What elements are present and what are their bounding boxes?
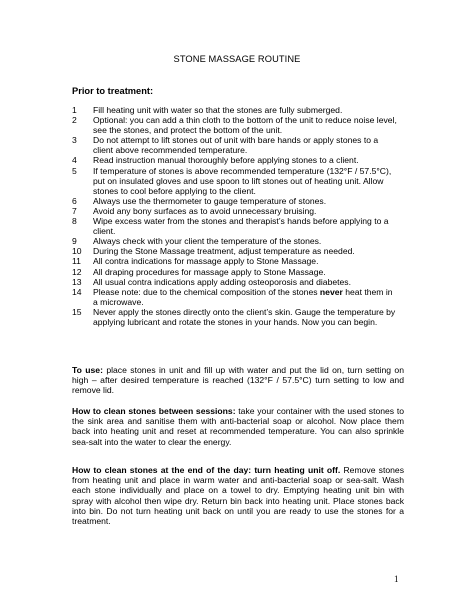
list-item [72, 105, 397, 115]
item-text: All draping procedures for massage apply to Stone Massage. [93, 266, 326, 277]
list-item [72, 256, 397, 266]
item-text: Avoid any bony surfaces as to avoid unnecessary bruising. [93, 205, 317, 216]
to-use-text: place stones in unit and fill up with water and put the lid on, turn setting on high – after desired temperature is reached (132°F / 57.5°C) turn setting to low and remove lid. [72, 365, 404, 396]
item-number: 7 [72, 205, 77, 216]
list-item [72, 236, 397, 246]
item-text: Fill heating unit with water so that the stones are fully submerged. [93, 105, 343, 115]
instruction-list [72, 105, 397, 327]
item-text: Do not attempt to lift stones out of unit with bare hands or apply stones to a client above recommended temperature. [93, 135, 379, 156]
item-text: Read instruction manual thoroughly before applying stones to a client. [93, 155, 359, 166]
to-use-label: To use: [72, 365, 103, 375]
end-of-day-label: How to clean stones at the end of the day: turn heating unit off. [72, 465, 341, 475]
end-of-day-paragraph [72, 465, 404, 526]
list-item [72, 277, 397, 287]
between-sessions-paragraph [72, 406, 404, 447]
item-text: Never apply the stones directly onto the client’s skin. Gauge the temperature by applying lubricant and rotate the stones in your hands. Now you can begin. [93, 306, 396, 327]
list-item [72, 196, 397, 206]
item-number: 8 [72, 216, 77, 227]
list-item [72, 216, 397, 236]
item-number: 13 [72, 276, 82, 287]
item-text: During the Stone Massage treatment, adjust temperature as needed. [93, 246, 355, 257]
item-number: 10 [72, 246, 82, 257]
item-text: All contra indications for massage apply to Stone Massage. [93, 256, 319, 267]
item-number: 1 [72, 105, 77, 115]
list-item [72, 246, 397, 256]
list-item [72, 115, 397, 135]
list-item [72, 166, 397, 196]
item-number: 14 [72, 286, 82, 297]
item-number: 4 [72, 155, 77, 166]
item-number: 6 [72, 195, 77, 206]
item-text-part: heat them in a microwave. [93, 286, 393, 307]
prior-to-treatment-heading: Prior to treatment: [72, 86, 154, 96]
item-number: 12 [72, 266, 82, 277]
item-number: 5 [72, 165, 77, 176]
item-text: All usual contra indications apply adding osteoporosis and diabetes. [93, 276, 351, 287]
list-item [72, 206, 397, 216]
between-sessions-label: How to clean stones between sessions: [72, 406, 236, 416]
item-text-part: Please note: due to the chemical composition of the stones [93, 286, 320, 297]
item-number: 3 [72, 135, 77, 146]
item-number: 9 [72, 236, 77, 247]
item-number: 2 [72, 115, 77, 126]
item-text: Optional: you can add a thin cloth to the bottom of the unit to reduce noise level, see the stones, and protect the bottom of the unit. [93, 115, 397, 136]
item-text: If temperature of stones is above recommended temperature (132°F / 57.5°C), put on insulated gloves and use spoon to lift stones out of heating unit. Allow stones to cool before applying to the client. [93, 165, 392, 196]
list-item [72, 155, 397, 165]
item-number: 15 [72, 306, 82, 317]
item-text-emphasis: never [319, 286, 343, 297]
page-number: 1 [394, 574, 399, 584]
item-number: 11 [72, 256, 81, 267]
list-item [72, 287, 397, 307]
list-item [72, 307, 397, 327]
to-use-paragraph [72, 365, 404, 396]
list-item [72, 267, 397, 277]
item-text: Always use the thermometer to gauge temperature of stones. [93, 195, 327, 206]
item-text: Always check with your client the temperature of the stones. [93, 236, 322, 247]
end-of-day-text: Remove stones from heating unit and place in warm water and anti-bacterial soap or sea-salt. Wash each stone individually and place on a towel to dry. Emptying heating unit bin with spray with alcohol then wipe dry. Return bin back into heating unit. Place stones back into bin. Do not turn heating unit back on until you are ready to use the stones for a treatment. [72, 465, 404, 527]
list-item [72, 135, 397, 155]
between-sessions-text: take your container with the used stones to the sink area and sanitise them with anti-bacterial soap or alcohol. Now place them back into heating unit and reset at recommended temperature. You can also sprinkle sea-salt into the water to clear the energy. [72, 406, 404, 447]
document-title: STONE MASSAGE ROUTINE [173, 54, 301, 64]
item-text: Wipe excess water from the stones and therapist’s hands before applying to a client. [93, 216, 389, 237]
